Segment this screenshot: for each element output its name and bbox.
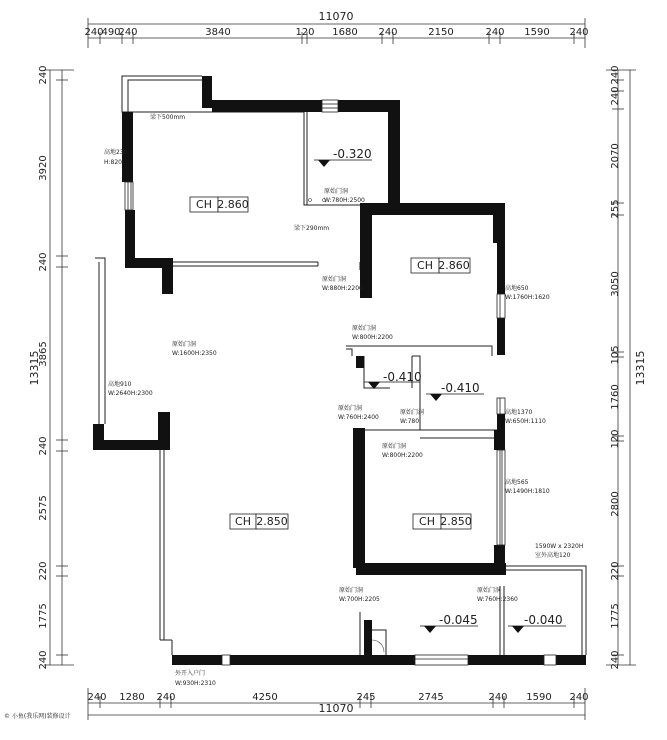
note-balcony-a: 1590W x 2320H	[535, 543, 584, 550]
ch-living-value: 2.850	[256, 515, 288, 528]
note-door-balcony-a: 原始门洞	[477, 587, 502, 594]
left-dim-8: 1775	[38, 603, 49, 629]
ch-master-label: CH	[196, 198, 212, 211]
ch-bedroom1-value: 2.860	[438, 259, 470, 272]
watermark: © 小鱼(我乐网)装修设计	[4, 713, 71, 720]
note-entry-b: W:930H:2310	[175, 680, 216, 687]
top-dim-8: 2150	[428, 27, 454, 38]
left-dim-6: 2575	[38, 495, 49, 521]
right-dim-2: 240	[610, 86, 621, 106]
bottom-dim-4: 4250	[252, 692, 278, 703]
level-marker-balcony	[508, 613, 566, 633]
note-door-bed1-b: W:880H:2200	[322, 285, 363, 292]
bottom-dim-2: 1280	[119, 692, 145, 703]
ch-box-bedroom2	[413, 514, 472, 529]
right-dim-5: 3050	[610, 271, 621, 297]
bottom-dim-6: 2745	[418, 692, 444, 703]
right-dim-10: 220	[610, 561, 621, 581]
left-dim-1: 240	[38, 65, 49, 85]
note-window-living-a: 高地910	[108, 381, 132, 388]
ch-bedroom2-label: CH	[419, 515, 435, 528]
top-dim-11: 240	[569, 27, 589, 38]
top-dim-4: 3840	[205, 27, 231, 38]
top-dim-2: 490	[101, 27, 121, 38]
ch-box-master	[190, 197, 249, 212]
bottom-dim-1: 240	[87, 692, 107, 703]
left-dim-3: 240	[38, 252, 49, 272]
thick-walls	[93, 76, 586, 665]
right-total-dimension: 13315	[634, 350, 647, 386]
top-dim-3: 240	[118, 27, 138, 38]
top-dim-9: 240	[485, 27, 505, 38]
right-dim-8: 120	[610, 429, 621, 449]
thin-walls	[95, 76, 586, 655]
ch-box-bedroom1	[411, 258, 470, 273]
note-door-bed2-b: W:800H:2200	[382, 452, 423, 459]
note-door-living-b: W:1600H:2350	[172, 350, 217, 357]
note-door-wc2-a: 原始门洞	[400, 409, 425, 416]
ch-box-living	[230, 514, 288, 529]
right-dim-1: 240	[610, 65, 621, 85]
top-dim-6: 1680	[332, 27, 358, 38]
annotations	[104, 113, 583, 687]
window-symbols	[125, 100, 556, 665]
note-door-wc2-b: W:780	[400, 418, 420, 425]
note-door-bath-b: W:800H:2200	[352, 334, 393, 341]
note-beam-mid: 梁下290mm	[294, 225, 330, 232]
bottom-total-dimension: 11070	[318, 702, 354, 715]
left-dim-4: 3865	[38, 341, 49, 367]
note-door-wc1-a: 原始门洞	[338, 405, 363, 412]
note-window-left-top-a: 高地230	[104, 149, 128, 156]
bottom-dim-3: 240	[156, 692, 176, 703]
ch-living-label: CH	[235, 515, 251, 528]
level-marker-wc2	[426, 381, 484, 401]
note-door-balcony-b: W:760H:2360	[477, 596, 518, 603]
left-dim-9: 240	[38, 650, 49, 670]
note-window-bed1-b: W:1760H:1620	[505, 294, 550, 301]
note-door-bath-a: 原始门洞	[352, 325, 377, 332]
note-door-entry-a: 原始门洞	[339, 587, 364, 594]
note-window-left-top-b: H:820	[104, 159, 122, 166]
note-window-bed1-a: 高地650	[505, 285, 529, 292]
note-window-wc-b: W:650H:1110	[505, 418, 546, 425]
top-dim-10: 1590	[524, 27, 550, 38]
note-door-bed1-a: 原始门洞	[322, 276, 347, 283]
note-door-kitchen-a: 原始门洞	[324, 188, 349, 195]
note-entry-a: 外开入户门	[175, 670, 206, 677]
right-dim-7: 1760	[610, 384, 621, 410]
note-door-living-a: 原始门洞	[172, 341, 197, 348]
note-door-kitchen-b: W:780H:2500	[324, 197, 365, 204]
level-kitchen-value: -0.320	[333, 147, 372, 161]
right-dim-3: 2070	[610, 143, 621, 169]
left-dim-2: 3920	[38, 155, 49, 181]
note-door-bed2-a: 原始门洞	[382, 443, 407, 450]
bottom-dim-7: 240	[488, 692, 508, 703]
bottom-dim-8: 1590	[526, 692, 552, 703]
right-dim-6: 105	[610, 345, 621, 365]
left-dim-7: 220	[38, 561, 49, 581]
right-dim-12: 240	[610, 650, 621, 670]
top-dim-7: 240	[378, 27, 398, 38]
bottom-dim-5: 245	[356, 692, 376, 703]
note-door-entry-b: W:700H:2205	[339, 596, 380, 603]
level-balcony-value: -0.040	[524, 613, 563, 627]
note-window-living-b: W:2640H:2300	[108, 390, 153, 397]
note-beam-top: 梁下500mm	[150, 114, 186, 121]
note-balcony-b: 室外高地120	[535, 552, 571, 559]
level-wc2-value: -0.410	[441, 381, 480, 395]
top-total-dimension: 11070	[318, 10, 354, 23]
right-dim-4: 255	[610, 199, 621, 219]
level-entry-value: -0.045	[439, 613, 478, 627]
note-window-bed2-a: 高地565	[505, 479, 529, 486]
level-wc1-value: -0.410	[383, 370, 422, 384]
left-total-dimension: 13315	[28, 350, 41, 386]
right-dim-11: 1775	[610, 603, 621, 629]
door-swings	[309, 199, 385, 653]
note-door-wc1-b: W:760H:2400	[338, 414, 379, 421]
left-dim-5: 240	[38, 436, 49, 456]
ch-bedroom1-label: CH	[417, 259, 433, 272]
ch-master-value: 2.860	[217, 198, 249, 211]
level-marker-entry	[420, 613, 478, 633]
top-dim-5: 120	[295, 27, 315, 38]
level-marker-kitchen	[314, 147, 372, 167]
top-dim-1: 240	[84, 27, 104, 38]
ch-bedroom2-value: 2.850	[440, 515, 472, 528]
bottom-dim-9: 240	[569, 692, 589, 703]
note-window-bed2-b: W:1490H:1810	[505, 488, 550, 495]
right-dim-9: 2800	[610, 491, 621, 517]
level-marker-wc1	[364, 370, 422, 389]
note-window-wc-a: 高地1370	[505, 409, 533, 416]
